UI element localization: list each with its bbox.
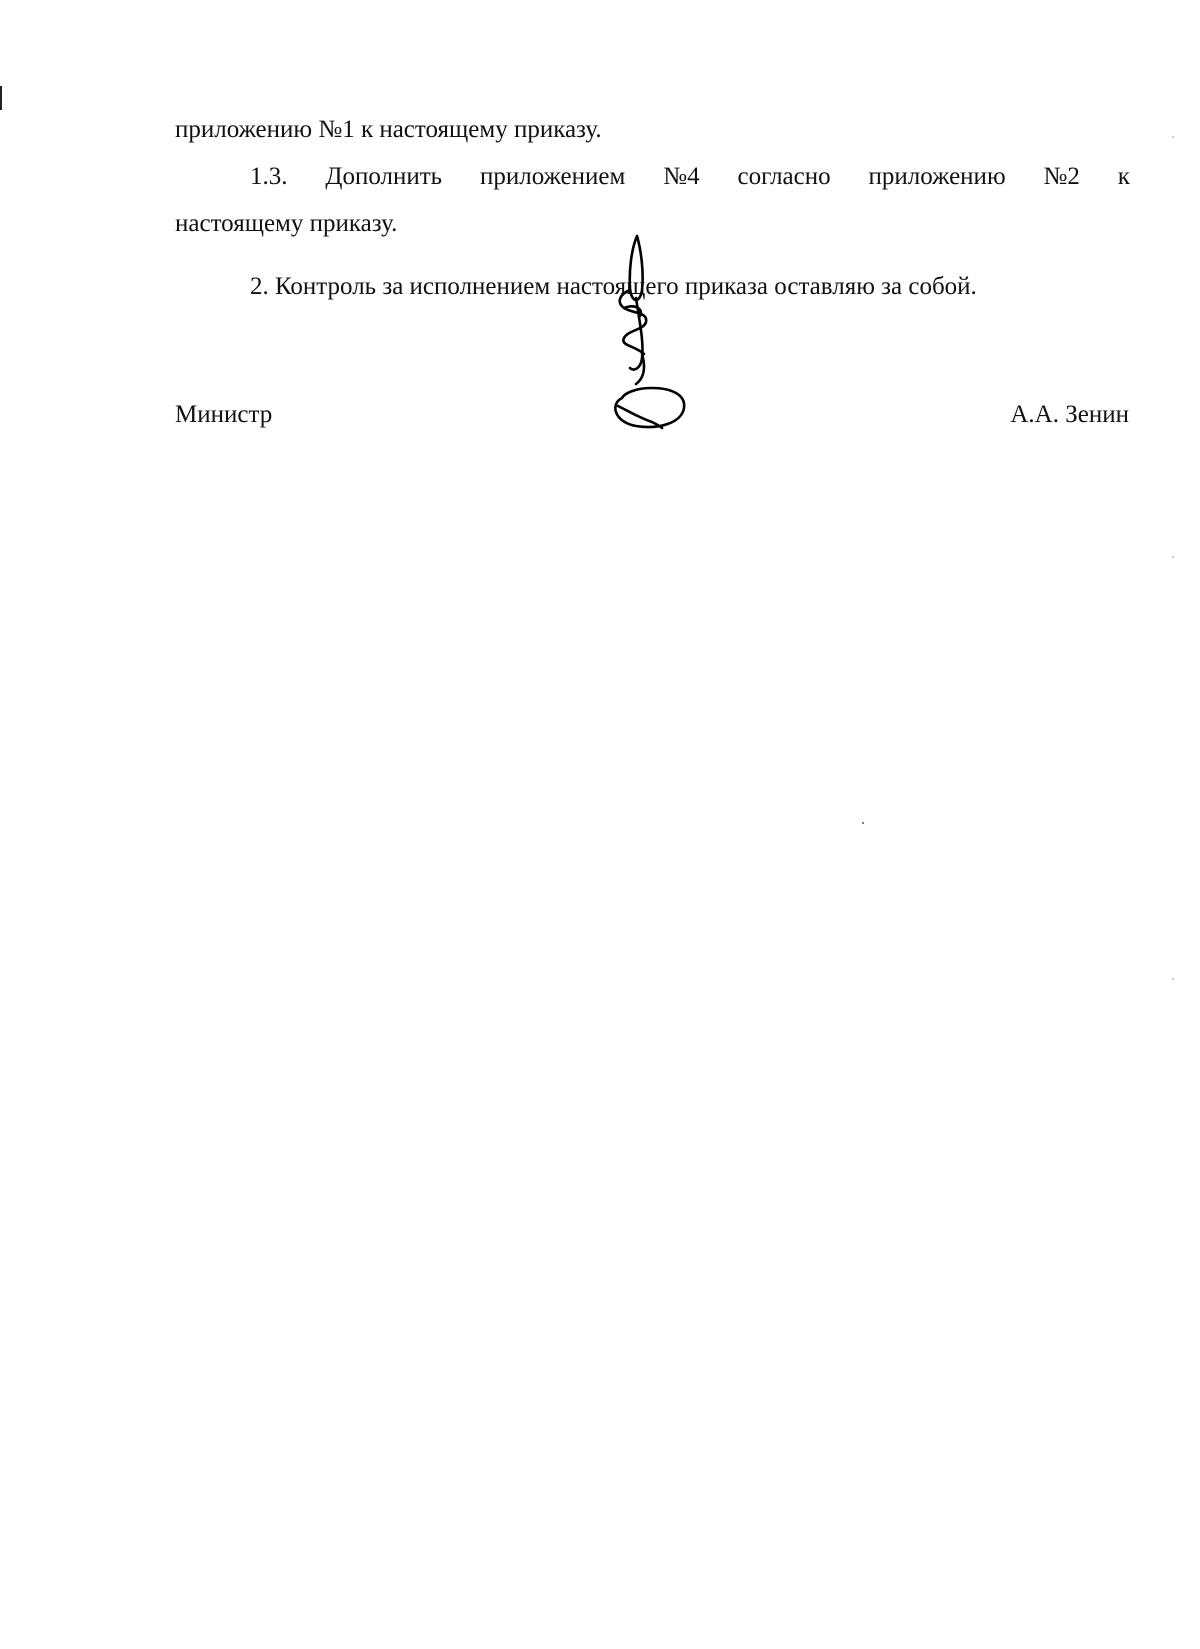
- item-1-3-word: к: [1117, 163, 1130, 190]
- item-1-3-word: приложением: [479, 163, 626, 190]
- scan-speck: [1172, 556, 1174, 558]
- signatory-name: А.А. Зенин: [1010, 401, 1129, 428]
- item-1-3-word: 1.3.: [250, 163, 288, 190]
- scan-speck: [1172, 978, 1174, 980]
- item-1-3-word: №4: [663, 163, 700, 190]
- item-1-3-first-line: [250, 162, 1130, 192]
- item-1-3-word: приложению: [868, 163, 1006, 190]
- item-1-3-word: №2: [1043, 163, 1080, 190]
- scan-speck: [862, 822, 864, 824]
- paragraph-continuation: приложению №1 к настоящему приказу.: [175, 116, 602, 143]
- item-1-3-continuation: настоящему приказу.: [175, 210, 398, 237]
- signatory-position: Министр: [175, 401, 273, 428]
- scan-speck: [1172, 136, 1174, 138]
- handwritten-signature: [600, 228, 710, 438]
- item-1-3-word: Дополнить: [325, 163, 443, 190]
- scan-edge-mark: [0, 86, 2, 110]
- item-1-3-word: согласно: [737, 163, 831, 190]
- item-2: 2. Контроль за исполнением настоящего приказа оставляю за собой.: [250, 273, 977, 300]
